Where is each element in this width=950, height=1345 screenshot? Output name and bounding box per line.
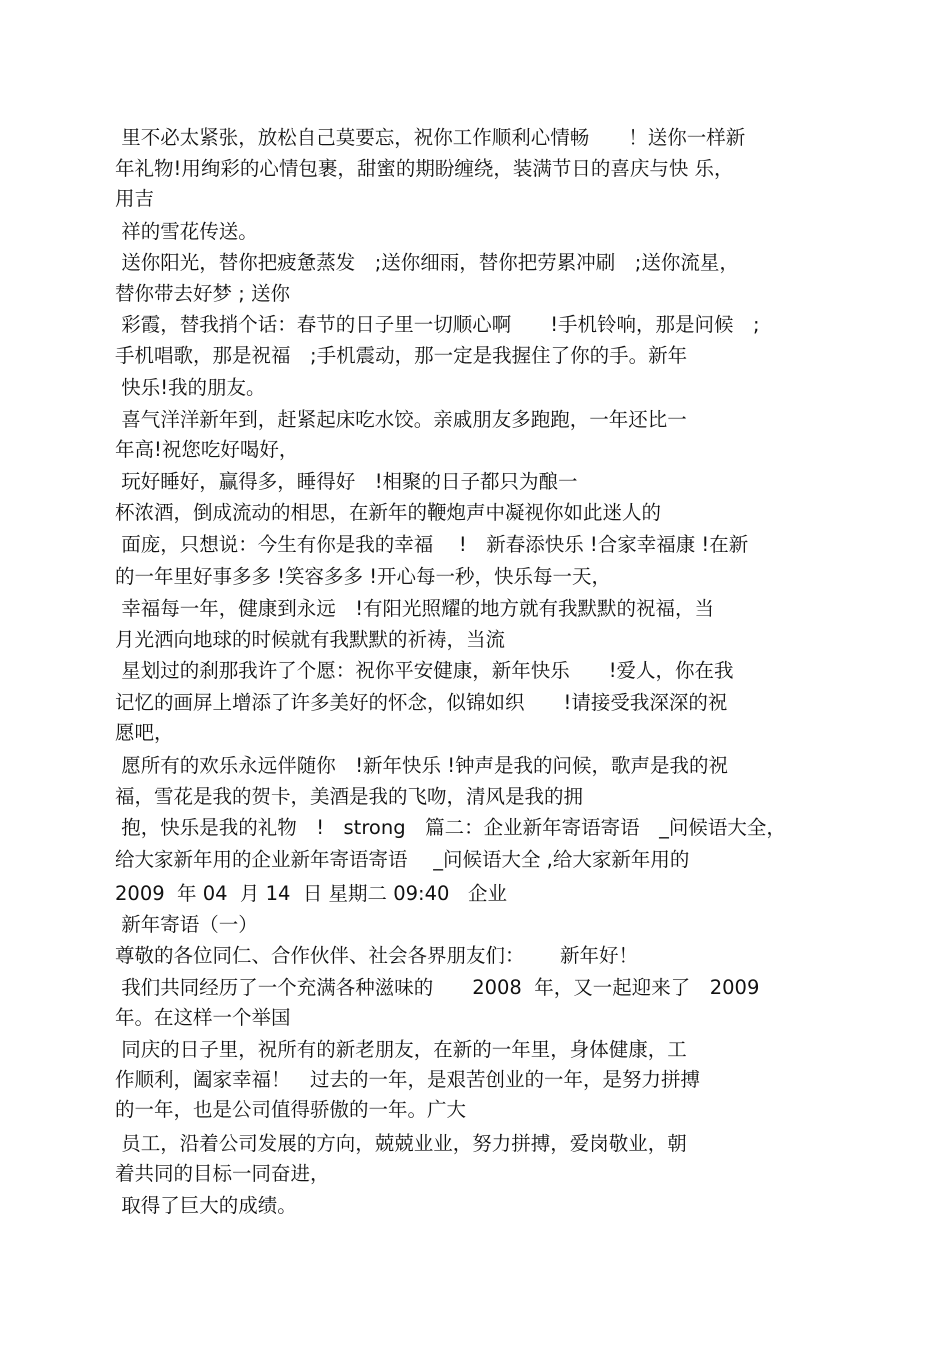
text-line: 抱，快乐是我的礼物 ! strong 篇二：企业新年寄语寄语 _问候语大全， — [115, 816, 786, 839]
text-line: 祥的雪花传送。 — [115, 220, 258, 243]
text-line: 记忆的画屏上增添了许多美好的怀念，似锦如织 !请接受我深深的祝 — [115, 691, 728, 714]
text-line: 年高!祝您吃好喝好， — [115, 438, 299, 461]
text-line: 2009 年 04 月 14 日 星期二 09:40 企业 — [115, 882, 508, 905]
text-line: 取得了巨大的成绩。 — [115, 1194, 297, 1217]
text-line: 月光洒向地球的时候就有我默默的祈祷，当流 — [115, 628, 506, 651]
text-line: 尊敬的各位同仁、合作伙伴、社会各界朋友们： 新年好！ — [115, 944, 638, 967]
text-line: 的一年里好事多多 !笑容多多 !开心每一秒，快乐每一天， — [115, 565, 612, 588]
text-line: 面庞，只想说：今生有你是我的幸福 ! 新春添快乐 !合家幸福康 !在新 — [115, 533, 749, 556]
text-line: 送你阳光，替你把疲惫蒸发 ;送你细雨，替你把劳累冲刷 ;送你流星， — [115, 251, 739, 274]
text-line: 的一年，也是公司值得骄傲的一年。广大 — [115, 1098, 467, 1121]
text-line: 彩霞，替我捎个话：春节的日子里一切顺心啊 !手机铃响，那是问候 ; — [115, 313, 760, 336]
text-line: 替你带去好梦 ; 送你 — [115, 282, 290, 305]
text-line: 玩好睡好，赢得多，睡得好 !相聚的日子都只为酿一 — [115, 470, 578, 493]
text-line: 作顺利，阖家幸福！ 过去的一年，是艰苦创业的一年，是努力拼搏 — [115, 1068, 701, 1091]
text-line: 员工，沿着公司发展的方向，兢兢业业，努力拼搏，爱岗敬业，朝 — [115, 1132, 687, 1155]
text-line: 用吉 — [115, 187, 155, 210]
text-line: 幸福每一年，健康到永远 !有阳光照耀的地方就有我默默的祝福，当 — [115, 597, 715, 620]
text-line: 快乐!我的朋友。 — [115, 376, 266, 399]
text-line: 年。在这样一个举国 — [115, 1006, 291, 1029]
text-line: 里不必太紧张，放松自己莫要忘，祝你工作顺利心情畅 ！送你一样新 — [115, 126, 746, 149]
text-line: 喜气洋洋新年到，赶紧起床吃水饺。亲戚朋友多跑跑，一年还比一 — [115, 408, 687, 431]
text-line: 愿所有的欢乐永远伴随你 !新年快乐 !钟声是我的问候，歌声是我的祝 — [115, 754, 729, 777]
text-line: 手机唱歌，那是祝福 ;手机震动，那一定是我握住了你的手。新年 — [115, 344, 688, 367]
text-line: 新年寄语（一） — [115, 913, 258, 936]
text-line: 同庆的日子里，祝所有的新老朋友，在新的一年里，身体健康，工 — [115, 1038, 687, 1061]
text-line: 年礼物!用绚彩的心情包裹，甜蜜的期盼缠绕，装满节日的喜庆与快 乐， — [115, 157, 734, 180]
text-line: 愿吧， — [115, 721, 174, 744]
text-line: 星划过的刹那我许了个愿：祝你平安健康，新年快乐 !爱人，你在我 — [115, 659, 734, 682]
text-line: 给大家新年用的企业新年寄语寄语 _问候语大全 ,给大家新年用的 — [115, 848, 690, 871]
text-line: 杯浓酒，倒成流动的相思，在新年的鞭炮声中凝视你如此迷人的 — [115, 501, 662, 524]
text-line: 福，雪花是我的贺卡，美酒是我的飞吻，清风是我的拥 — [115, 785, 584, 808]
text-line: 着共同的目标一同奋进， — [115, 1162, 330, 1185]
text-line: 我们共同经历了一个充满各种滋味的 2008 年，又一起迎来了 2009 — [115, 976, 760, 999]
